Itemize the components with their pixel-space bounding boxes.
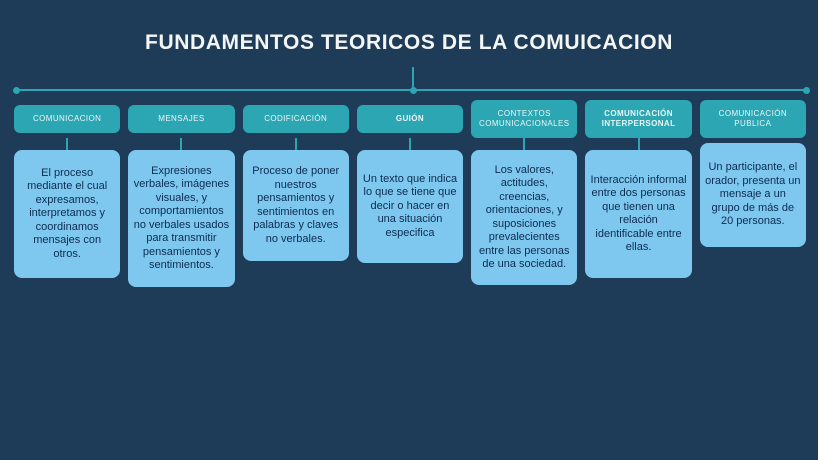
columns-row (14, 100, 806, 287)
diagram-title: FUNDAMENTOS TEORICOS DE LA COMUICACION (145, 31, 673, 54)
card-publica (700, 143, 806, 247)
node-connector-line (66, 138, 68, 150)
card-text: Interacción informal entre dos personas que tienen una relación identificable entre ellas. (590, 173, 687, 253)
node-header-comunicacion: COMUNICACION (14, 105, 120, 133)
header-wrap (357, 100, 463, 138)
header-wrap (14, 100, 120, 138)
header-wrap (471, 100, 577, 138)
header-wrap (585, 100, 691, 138)
header-wrap (128, 100, 234, 138)
node-connector-line (523, 138, 525, 150)
column-comunicacion-publica (700, 100, 806, 287)
line-endpoint-dot-left (13, 87, 20, 94)
card-text: Un texto que indica lo que se tiene que decir o hacer en una situación especifica (362, 172, 458, 239)
column-guion (357, 100, 463, 287)
card-text: El proceso mediante el cual expresamos, interpretamos y coordinamos mensajes con otros. (27, 166, 108, 260)
node-connector-line (180, 138, 182, 150)
node-header-interpersonal: COMUNICACIÓN INTERPERSONAL (585, 100, 691, 138)
column-codificacion (243, 100, 349, 287)
line-junction-dot (410, 87, 417, 94)
card-text: Un participante, el orador, presenta un mensaje a un grupo de más de 20 personas. (705, 161, 801, 228)
header-wrap (243, 100, 349, 138)
card-comunicacion (14, 150, 120, 278)
card-text: Los valores, actitudes, creencias, orientaciones, y suposiciones prevalecientes entre las personas de una sociedad. (479, 163, 570, 270)
header-wrap (700, 100, 806, 138)
node-header-publica: COMUNICACIÓN PUBLICA (700, 100, 806, 138)
card-mensajes (128, 150, 234, 287)
node-header-guion: GUIÓN (357, 105, 463, 133)
column-mensajes (128, 100, 234, 287)
card-interpersonal (585, 150, 691, 278)
column-contextos-comunicacionales (471, 100, 577, 287)
card-guion (357, 150, 463, 263)
node-header-mensajes: MENSAJES (128, 105, 234, 133)
line-endpoint-dot-right (803, 87, 810, 94)
node-connector-line (638, 138, 640, 150)
card-text: Expresiones verbales, imágenes visuales, y comportamientos no verbales usados para transmitir pensamientos y sentimientos. (133, 164, 230, 271)
node-header-contextos: CONTEXTOS COMUNICACIONALES (471, 100, 577, 138)
card-text: Proceso de poner nuestros pensamientos y sentimientos en palabras y claves no verbales. (252, 165, 340, 245)
node-connector-line (409, 138, 411, 150)
card-codificacion (243, 150, 349, 261)
node-connector-line (295, 138, 297, 150)
card-contextos (471, 150, 577, 285)
column-comunicacion (14, 100, 120, 287)
node-header-codificacion: CODIFICACIÓN (243, 105, 349, 133)
column-comunicacion-interpersonal (585, 100, 691, 287)
